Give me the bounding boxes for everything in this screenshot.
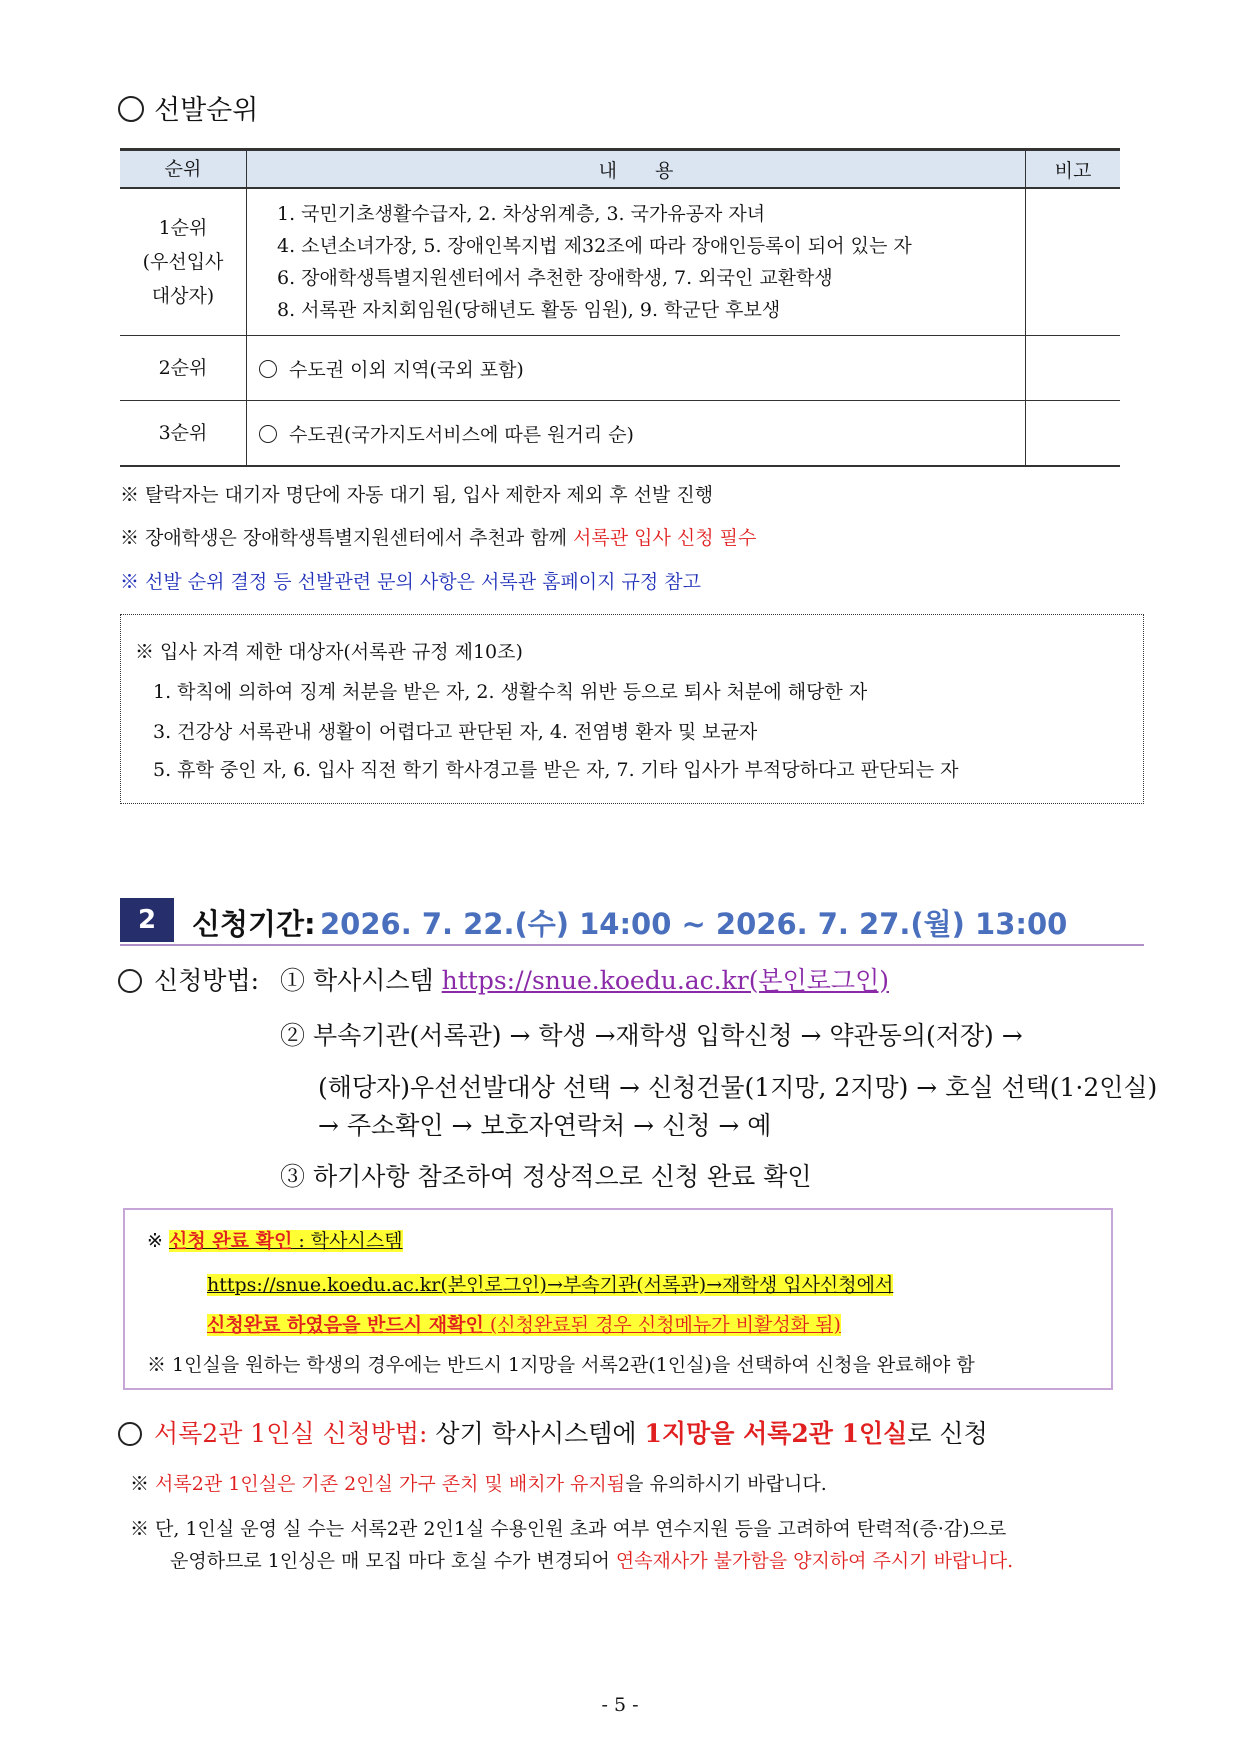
confirm-warning: 신청완료 하였음을 반드시 재확인 (신청완료된 경우 신청메뉴가 비활성화 됨) bbox=[207, 1314, 841, 1336]
circle-bullet-icon bbox=[118, 969, 142, 993]
note-cell bbox=[1026, 336, 1121, 401]
restriction-line: 5. 휴학 중인 자, 6. 입사 직전 학기 학사경고를 받은 자, 7. 기타 입사가 부적당하다고 판단되는 자 bbox=[153, 759, 959, 781]
method-step-3: ③ 하기사항 참조하여 정상적으로 신청 완료 확인 bbox=[280, 1162, 812, 1191]
table-header-row bbox=[120, 150, 1120, 189]
note-waitlist: ※ 탈락자는 대기자 명단에 자동 대기 됨, 입사 제한자 제외 후 선발 진행 bbox=[120, 484, 714, 506]
table-row bbox=[120, 188, 1120, 336]
single-room-method: 서록2관 1인실 신청방법: 상기 학사시스템에 1지망을 서록2관 1인실로 신청 bbox=[118, 1414, 988, 1450]
confirm-path: https://snue.koedu.ac.kr(본인로그인)→부속기관(서록관)→재학생 입사신청에서 bbox=[207, 1274, 894, 1296]
table-row bbox=[120, 336, 1120, 401]
circle-bullet-icon bbox=[259, 360, 277, 378]
selection-priority-table bbox=[120, 148, 1120, 467]
note-inquiries: ※ 선발 순위 결정 등 선발관련 문의 사항은 서록관 홈페이지 규정 참고 bbox=[120, 571, 701, 593]
circle-bullet-icon bbox=[118, 96, 144, 122]
method-line-1: 신청방법: bbox=[118, 961, 259, 997]
section-header-application-period bbox=[120, 898, 1144, 946]
confirm-label: ※ 신청 완료 확인 : 학사시스템 bbox=[147, 1230, 403, 1252]
rank-cell: 1순위 (우선입사 대상자) bbox=[120, 188, 247, 336]
method-step-2-cont: (해당자)우선선발대상 선택 → 신청건물(1지망, 2지망) → 호실 선택(1·2인실) bbox=[318, 1073, 1158, 1102]
page-number: - 5 - bbox=[601, 1694, 639, 1716]
restriction-title: ※ 입사 자격 제한 대상자(서록관 규정 제10조) bbox=[135, 641, 523, 663]
circle-bullet-icon bbox=[118, 1422, 142, 1446]
note-cell bbox=[1026, 188, 1121, 336]
single-room-note-1: ※ 서록2관 1인실은 기존 2인실 가구 존치 및 배치가 유지됨을 유의하시기 바랍니다. bbox=[130, 1473, 827, 1495]
academic-system-link[interactable]: https://snue.koedu.ac.kr(본인로그인) bbox=[441, 966, 889, 995]
restriction-box bbox=[120, 614, 1144, 804]
header-rank: 순위 bbox=[120, 150, 247, 189]
note-cell bbox=[1026, 401, 1121, 467]
content-cell: 1. 국민기초생활수급자, 2. 차상위계층, 3. 국가유공자 자녀 4. 소년소녀가장, 5. 장애인복지법 제32조에 따라 장애인등록이 되어 있는 자 6. 장애학생특별지원센터에서 추천한 장애학생, 7. 외국인 교환학생 8. 서록관 자치회임원(당해년도 활동 임원), 9. 학군단 후보생 bbox=[247, 188, 1026, 336]
method-step-2: ② 부속기관(서록관) → 학생 →재학생 입학신청 → 약관동의(저장) → bbox=[280, 1021, 1023, 1050]
period-dates: 2026. 7. 22.(수) 14:00 ~ 2026. 7. 27.(월) 13:00 bbox=[320, 907, 1068, 941]
single-room-note: ※ 1인실을 원하는 학생의 경우에는 반드시 1지망을 서록2관(1인실)을 선택하여 신청을 완료해야 함 bbox=[147, 1354, 975, 1376]
circle-bullet-icon bbox=[259, 425, 277, 443]
restriction-line: 3. 건강상 서록관내 생활이 어렵다고 판단된 자, 4. 전염병 환자 및 보균자 bbox=[153, 721, 758, 743]
section-title-selection: 선발순위 bbox=[118, 88, 258, 127]
table-row bbox=[120, 401, 1120, 467]
header-note: 비고 bbox=[1026, 150, 1121, 189]
single-room-note-2: ※ 단, 1인실 운영 실 수는 서록2관 2인1실 수용인원 초과 여부 연수지원 등을 고려하여 탄력적(증·감)으로 bbox=[130, 1518, 1007, 1540]
method-step-2-cont: → 주소확인 → 보호자연락처 → 신청 → 예 bbox=[318, 1111, 772, 1140]
header-content: 내 용 bbox=[247, 150, 1026, 189]
method-step-1: ① 학사시스템 https://snue.koedu.ac.kr(본인로그인) bbox=[280, 966, 889, 995]
note-disabled-students: ※ 장애학생은 장애학생특별지원센터에서 추천과 함께 서록관 입사 신청 필수 bbox=[120, 527, 757, 549]
rank-cell: 2순위 bbox=[120, 336, 247, 401]
section-number-badge: 2 bbox=[120, 898, 174, 942]
restriction-line: 1. 학칙에 의하여 징계 처분을 받은 자, 2. 생활수칙 위반 등으로 퇴사 처분에 해당한 자 bbox=[153, 681, 868, 703]
content-cell: 수도권(국가지도서비스에 따른 원거리 순) bbox=[247, 401, 1026, 467]
confirmation-box bbox=[123, 1208, 1113, 1390]
period-label: 신청기간: bbox=[192, 907, 316, 941]
single-room-note-2-cont: 운영하므로 1인싱은 매 모집 마다 호실 수가 변경되어 연속재사가 불가함을 양지하여 주시기 바랍니다. bbox=[170, 1550, 1014, 1572]
content-cell: 수도권 이외 지역(국외 포함) bbox=[247, 336, 1026, 401]
rank-cell: 3순위 bbox=[120, 401, 247, 467]
